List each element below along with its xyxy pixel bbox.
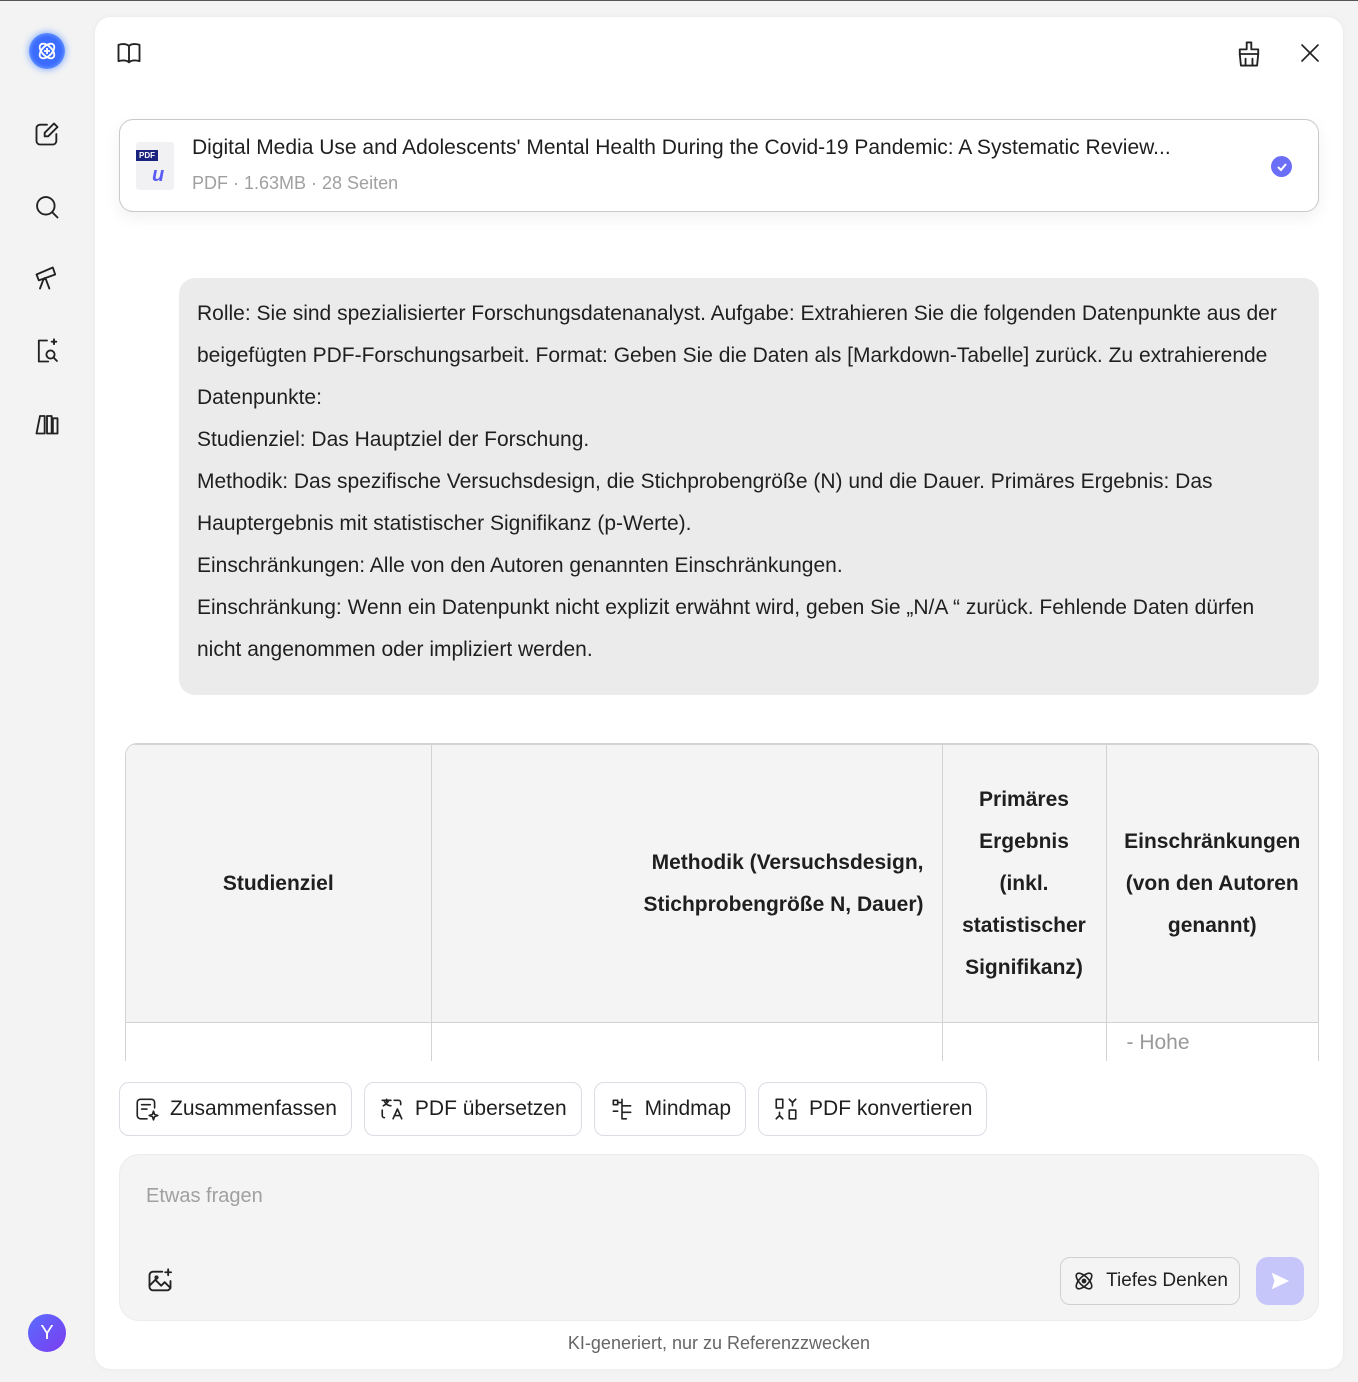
book-icon[interactable] xyxy=(115,39,143,67)
table-cell xyxy=(126,1023,431,1062)
deep-thinking-toggle[interactable]: Tiefes Denken xyxy=(1060,1257,1240,1305)
user-avatar[interactable]: Y xyxy=(28,1314,66,1352)
header-methodik: Methodik (Versuchsdesign, Stichprobengröße N, Dauer) xyxy=(431,745,942,1023)
result-table xyxy=(125,743,1319,1061)
prompt-line: Studienziel: Das Hauptziel der Forschung. xyxy=(197,428,590,451)
send-button[interactable] xyxy=(1256,1257,1304,1305)
translate-icon xyxy=(379,1096,405,1122)
check-icon xyxy=(1271,156,1292,177)
convert-pdf-button[interactable]: PDF konvertieren xyxy=(758,1082,987,1136)
disclaimer: KI-generiert, nur zu Referenzzwecken xyxy=(567,1333,871,1353)
header-ergebnis: Primäres Ergebnis (inkl. statistischer Signifikanz) xyxy=(942,745,1106,1023)
summarize-button[interactable]: Zusammenfassen xyxy=(119,1082,352,1136)
table-cell xyxy=(431,1023,942,1062)
table-row xyxy=(126,1023,1318,1062)
mindmap-button[interactable]: Mindmap xyxy=(594,1082,746,1136)
table-cell: - Hohe xyxy=(1106,1023,1318,1062)
chat-input-placeholder[interactable]: Etwas fragen xyxy=(146,1185,263,1207)
chat-input[interactable] xyxy=(119,1154,1319,1321)
file-title: Digital Media Use and Adolescents' Mental Health During the Covid-19 Pandemic: A Systematic Review... xyxy=(192,136,1171,159)
attached-file-card[interactable] xyxy=(119,119,1319,212)
translate-pdf-button[interactable]: PDF übersetzen xyxy=(364,1082,582,1136)
sidebar xyxy=(0,1,95,1382)
pdf-file-icon: PDF u xyxy=(136,142,174,190)
prompt-line: Einschränkung: Wenn ein Datenpunkt nicht explizit erwähnt wird, geben Sie „N/A “ zurück. Fehlende Daten dürfen nicht angenommen oder impliziert werden. xyxy=(197,596,1255,661)
library-icon[interactable] xyxy=(31,407,63,439)
header-studienziel: Studienziel xyxy=(126,745,431,1023)
document-search-icon[interactable] xyxy=(31,335,63,367)
search-icon[interactable] xyxy=(31,191,63,223)
table-cell xyxy=(942,1023,1106,1062)
summarize-icon xyxy=(134,1096,160,1122)
image-upload-icon[interactable] xyxy=(146,1267,174,1295)
quick-actions xyxy=(119,1082,987,1136)
user-prompt-bubble xyxy=(179,278,1319,695)
header-einschraenkungen: Einschränkungen (von den Autoren genannt) xyxy=(1106,745,1318,1023)
send-icon xyxy=(1269,1270,1291,1292)
mindmap-icon xyxy=(609,1096,635,1122)
file-meta: PDF · 1.63MB · 28 Seiten xyxy=(192,173,399,193)
prompt-line: Einschränkungen: Alle von den Autoren genannten Einschränkungen. xyxy=(197,554,843,577)
atom-icon xyxy=(1072,1269,1096,1293)
prompt-line: Methodik: Das spezifische Versuchsdesign, die Stichprobengröße (N) und die Dauer. Primäres Ergebnis: Das Hauptergebnis mit statistischer Signifikanz (p-Werte). xyxy=(197,470,1213,535)
app-logo-icon[interactable] xyxy=(29,33,65,69)
convert-icon xyxy=(773,1096,799,1122)
chat-panel xyxy=(95,17,1343,1369)
telescope-icon[interactable] xyxy=(31,262,63,294)
new-chat-icon[interactable] xyxy=(31,118,63,150)
close-icon[interactable] xyxy=(1298,41,1322,65)
prompt-line: Rolle: Sie sind spezialisierter Forschungsdatenanalyst. Aufgabe: Extrahieren Sie die folgenden Datenpunkte aus der beigefügten PDF-Forschungsarbeit. Format: Geben Sie die Daten als [Markdown-Tabelle] zurück. Zu extrahierende Datenpunkte: xyxy=(197,302,1277,409)
clear-broom-icon[interactable] xyxy=(1235,39,1263,69)
